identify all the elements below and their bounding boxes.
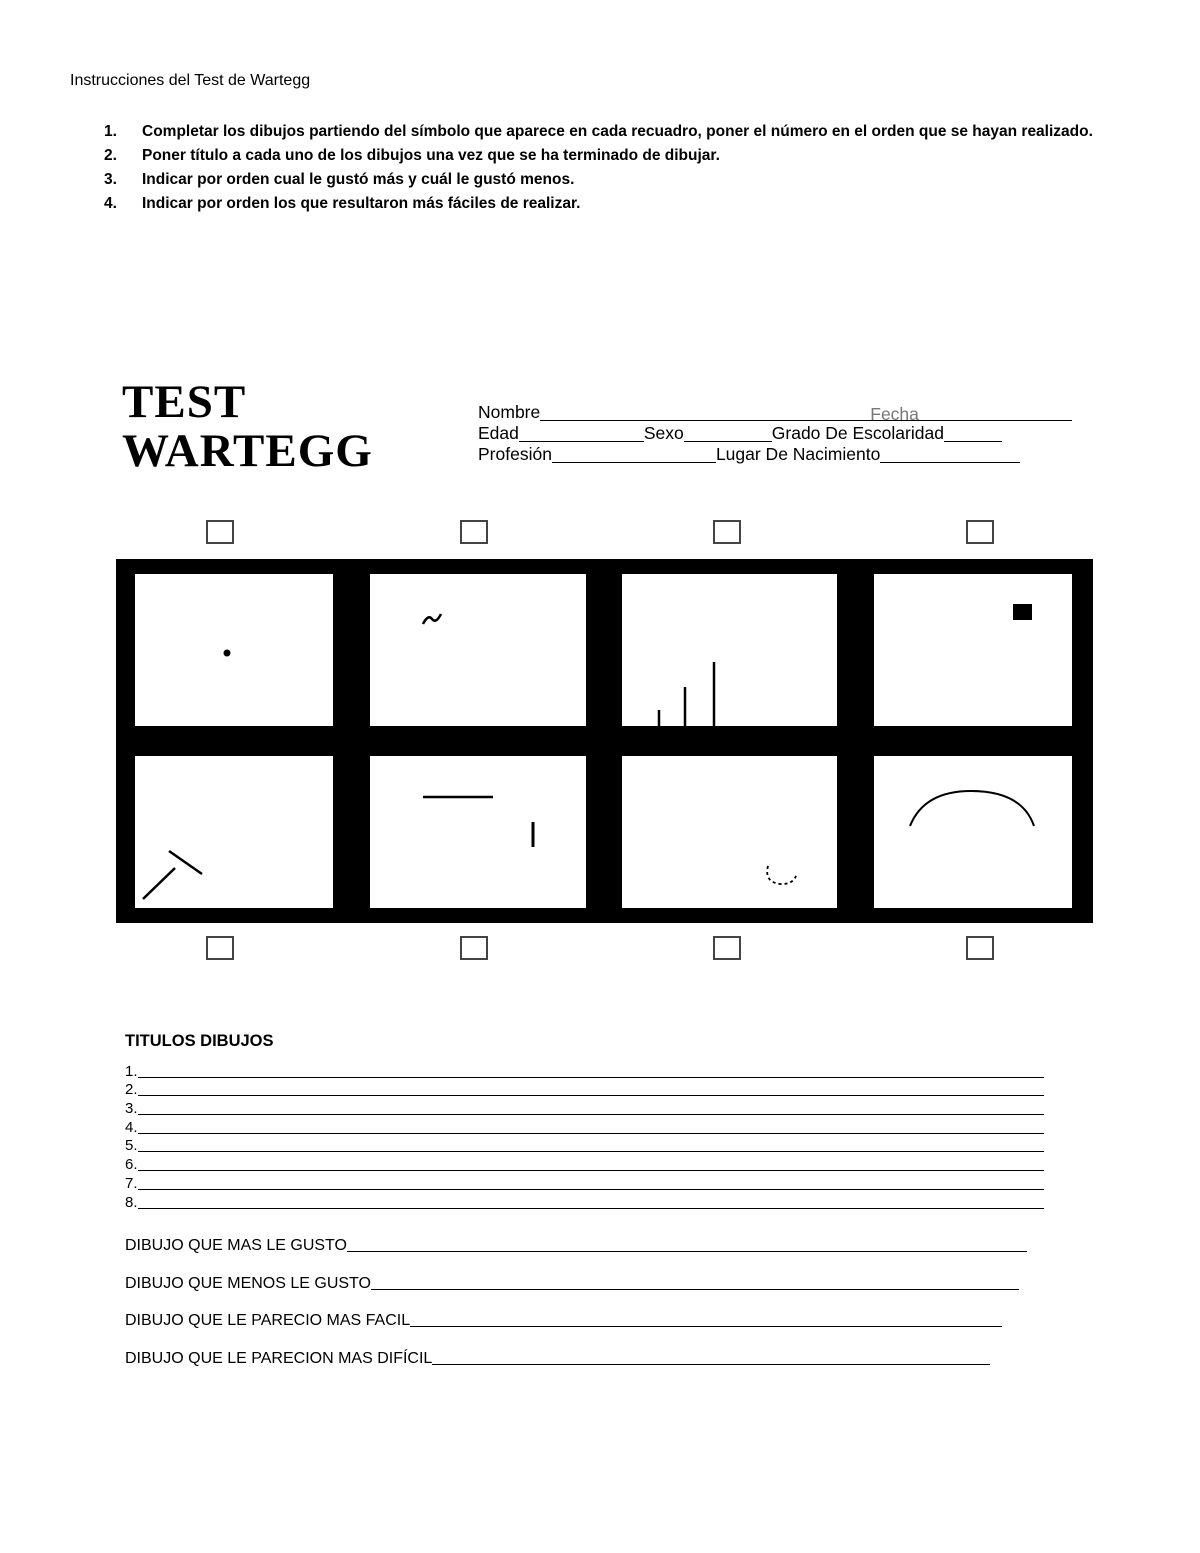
instructions-title: Instrucciones del Test de Wartegg xyxy=(70,72,311,89)
title-number: 5. xyxy=(125,1137,138,1155)
order-checkbox-4[interactable] xyxy=(966,520,994,544)
instructions-list xyxy=(104,120,1094,216)
grado-field[interactable] xyxy=(944,426,1002,442)
instruction-item xyxy=(104,144,1094,168)
drawing-grid xyxy=(116,559,1093,923)
sexo-field[interactable] xyxy=(684,426,772,442)
instruction-number: 2. xyxy=(104,147,117,164)
drawing-box-4[interactable] xyxy=(874,574,1072,726)
least-liked-label: DIBUJO QUE MENOS LE GUSTO xyxy=(125,1275,371,1292)
title-row-1[interactable] xyxy=(125,1061,1044,1080)
form-row-nombre xyxy=(478,402,1093,423)
most-liked-row xyxy=(125,1237,1027,1255)
titles-section xyxy=(125,1032,1044,1211)
hardest-field[interactable] xyxy=(432,1352,990,1365)
title-row-5[interactable] xyxy=(125,1136,1044,1155)
hardest-row xyxy=(125,1350,990,1368)
title-row-8[interactable] xyxy=(125,1192,1044,1211)
order-checkbox-6[interactable] xyxy=(460,936,488,960)
instruction-text: Indicar por orden cual le gustó más y cuál le gustó menos. xyxy=(142,171,575,188)
edad-field[interactable] xyxy=(519,426,644,442)
title-row-6[interactable] xyxy=(125,1154,1044,1173)
test-title xyxy=(122,378,373,476)
profesion-label: Profesión xyxy=(478,444,552,464)
fecha-label: Fecha xyxy=(870,404,919,424)
personal-data-form xyxy=(478,402,1093,465)
least-liked-row xyxy=(125,1275,1019,1293)
title-row-2[interactable] xyxy=(125,1080,1044,1099)
order-checkbox-2[interactable] xyxy=(460,520,488,544)
drawing-box-6[interactable] xyxy=(370,756,586,908)
title-number: 1. xyxy=(125,1062,138,1080)
title-number: 2. xyxy=(125,1081,138,1099)
nombre-label: Nombre xyxy=(478,402,541,422)
title-number: 4. xyxy=(125,1118,138,1136)
sexo-label: Sexo xyxy=(643,423,684,443)
drawing-box-3[interactable] xyxy=(622,574,837,726)
title-field[interactable] xyxy=(138,1065,1044,1078)
small-square-stimulus xyxy=(874,574,1072,726)
form-row-edad xyxy=(478,423,1093,444)
easiest-label: DIBUJO QUE LE PARECIO MAS FACIL xyxy=(125,1312,411,1329)
test-title-line2: WARTEGG xyxy=(122,425,373,477)
line-segments-stimulus xyxy=(370,756,586,908)
instruction-number: 4. xyxy=(104,195,117,212)
order-checkbox-5[interactable] xyxy=(206,936,234,960)
instruction-text: Completar los dibujos partiendo del símbolo que aparece en cada recuadro, poner el número en el orden que se hayan realizado. xyxy=(142,123,1093,140)
title-number: 7. xyxy=(125,1174,138,1192)
title-field[interactable] xyxy=(138,1177,1044,1190)
title-row-3[interactable] xyxy=(125,1098,1044,1117)
hardest-label: DIBUJO QUE LE PARECION MAS DIFÍCIL xyxy=(125,1350,433,1367)
drawing-box-1[interactable] xyxy=(135,574,333,726)
grado-label: Grado De Escolaridad xyxy=(771,423,944,443)
instruction-item xyxy=(104,120,1094,144)
drawing-box-7[interactable] xyxy=(622,756,837,908)
most-liked-label: DIBUJO QUE MAS LE GUSTO xyxy=(125,1237,347,1254)
title-number: 6. xyxy=(125,1156,138,1174)
title-row-4[interactable] xyxy=(125,1117,1044,1136)
titles-heading: TITULOS DIBUJOS xyxy=(125,1032,274,1050)
instruction-number: 1. xyxy=(104,123,117,140)
title-number: 8. xyxy=(125,1193,138,1211)
wavy-line-stimulus xyxy=(370,574,586,726)
most-liked-field[interactable] xyxy=(347,1239,1027,1252)
edad-label: Edad xyxy=(478,423,519,443)
title-field[interactable] xyxy=(138,1083,1044,1096)
title-field[interactable] xyxy=(138,1196,1044,1209)
order-checkbox-7[interactable] xyxy=(713,936,741,960)
dotted-arc-stimulus xyxy=(622,756,837,908)
test-title-line1: TEST xyxy=(122,376,247,428)
nombre-field[interactable] xyxy=(540,404,1072,424)
profesion-field[interactable] xyxy=(552,447,716,463)
easiest-row xyxy=(125,1312,1002,1330)
large-arc-stimulus xyxy=(874,756,1072,908)
form-row-profesion xyxy=(478,444,1093,465)
diagonal-lines-stimulus xyxy=(135,756,333,908)
instruction-item xyxy=(104,168,1094,192)
lugar-field[interactable] xyxy=(880,447,1020,463)
lugar-label: Lugar De Nacimiento xyxy=(715,444,881,464)
drawing-box-2[interactable] xyxy=(370,574,586,726)
order-checkbox-1[interactable] xyxy=(206,520,234,544)
instruction-number: 3. xyxy=(104,171,117,188)
easiest-field[interactable] xyxy=(410,1314,1002,1327)
title-field[interactable] xyxy=(138,1102,1044,1115)
drawing-box-5[interactable] xyxy=(135,756,333,908)
instruction-text: Indicar por orden los que resultaron más fáciles de realizar. xyxy=(142,195,581,212)
dot-stimulus xyxy=(135,574,333,726)
instruction-item xyxy=(104,192,1094,216)
order-checkbox-8[interactable] xyxy=(966,936,994,960)
least-liked-field[interactable] xyxy=(371,1277,1019,1290)
title-number: 3. xyxy=(125,1100,138,1118)
title-row-7[interactable] xyxy=(125,1173,1044,1192)
title-field[interactable] xyxy=(138,1139,1044,1152)
title-field[interactable] xyxy=(138,1158,1044,1171)
drawing-box-8[interactable] xyxy=(874,756,1072,908)
order-checkbox-3[interactable] xyxy=(713,520,741,544)
instruction-text: Poner título a cada uno de los dibujos una vez que se ha terminado de dibujar. xyxy=(142,147,720,164)
title-field[interactable] xyxy=(138,1121,1044,1134)
vertical-lines-stimulus xyxy=(622,574,837,726)
